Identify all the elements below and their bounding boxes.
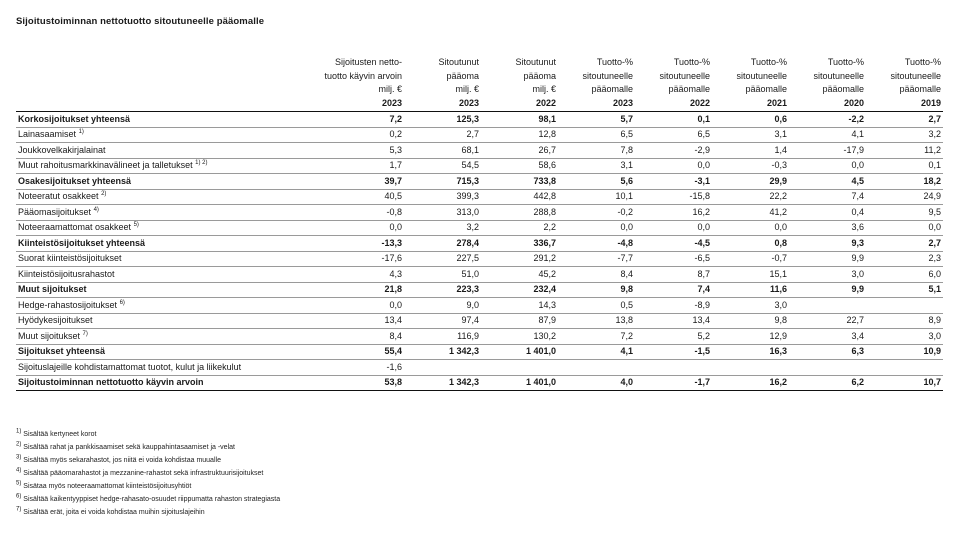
column-header-line: tuotto käyvin arvoin: [324, 70, 402, 81]
row-label: Sijoitukset yhteensä: [18, 346, 106, 357]
value-cell: 3,1: [712, 127, 789, 143]
value-cell: 16,3: [712, 344, 789, 360]
table-row: [16, 267, 943, 283]
footnote-text: Sisältää rahat ja pankkisaamiset sekä kauppahintasaamiset ja -velat: [23, 444, 235, 451]
column-header: [558, 46, 635, 112]
value-cell: 9,8: [558, 282, 635, 298]
value-cell: 9,8: [712, 313, 789, 329]
value-cell: -0,2: [558, 205, 635, 221]
footnote: [16, 480, 280, 493]
value-cell: -2,9: [635, 143, 712, 159]
value-cell: 18,2: [866, 174, 943, 190]
value-cell: 278,4: [404, 236, 481, 252]
value-cell: 0,2: [294, 127, 404, 143]
value-cell: 11,2: [866, 143, 943, 159]
value-cell: 13,4: [294, 313, 404, 329]
value-cell: 336,7: [481, 236, 558, 252]
footnote-text: Sisältää pääomarahastot ja mezzanine-rahastot sekä infrastruktuurisijoitukset: [23, 470, 264, 477]
row-label-cell: [16, 112, 294, 128]
row-label-cell: [16, 220, 294, 236]
row-label-cell: [16, 282, 294, 298]
column-header: [481, 46, 558, 112]
value-cell: -7,7: [558, 251, 635, 267]
footnote-text: Sisältää erät, joita ei voida kohdistaa muihin sijoituslajeihin: [23, 509, 205, 516]
value-cell: -1,7: [635, 375, 712, 391]
value-cell: 9,9: [789, 251, 866, 267]
footnote: [16, 467, 280, 480]
value-cell: 715,3: [404, 174, 481, 190]
table-row: [16, 360, 943, 376]
row-label-cell: [16, 360, 294, 376]
footnote-ref: 4): [93, 206, 99, 213]
value-cell: 21,8: [294, 282, 404, 298]
footnote-text: Sisätaa myös noteeraamattomat kiinteistösijoitusyhtiöt: [23, 483, 192, 490]
value-cell: 51,0: [404, 267, 481, 283]
value-cell: [866, 360, 943, 376]
column-header-year: 2022: [535, 97, 556, 108]
row-label: Muut rahoitusmarkkinavälineet ja talletukset: [18, 160, 193, 171]
row-label: Osakesijoitukset yhteensä: [18, 175, 132, 186]
value-cell: 0,0: [558, 220, 635, 236]
value-cell: 4,3: [294, 267, 404, 283]
value-cell: -4,5: [635, 236, 712, 252]
footnote: [16, 441, 280, 454]
value-cell: 3,6: [789, 220, 866, 236]
value-cell: 130,2: [481, 329, 558, 345]
column-header: [712, 46, 789, 112]
row-label: Muut sijoitukset: [18, 330, 81, 341]
value-cell: [404, 360, 481, 376]
value-cell: 29,9: [712, 174, 789, 190]
value-cell: 6,3: [789, 344, 866, 360]
row-label-cell: [16, 174, 294, 190]
row-label-cell: [16, 329, 294, 345]
value-cell: 3,0: [866, 329, 943, 345]
value-cell: 14,3: [481, 298, 558, 314]
value-cell: 3,4: [789, 329, 866, 345]
value-cell: 4,1: [558, 344, 635, 360]
table-row: [16, 220, 943, 236]
value-cell: 2,2: [481, 220, 558, 236]
value-cell: -0,8: [294, 205, 404, 221]
value-cell: 68,1: [404, 143, 481, 159]
value-cell: 87,9: [481, 313, 558, 329]
column-header-line: milj. €: [455, 84, 479, 94]
value-cell: 8,4: [558, 267, 635, 283]
value-cell: [789, 298, 866, 314]
row-label: Korkosijoitukset yhteensä: [18, 113, 131, 124]
column-header-line: pääomalle: [668, 84, 710, 94]
column-header-line: Sitoutunut: [515, 57, 556, 67]
value-cell: 5,2: [635, 329, 712, 345]
value-cell: 12,9: [712, 329, 789, 345]
value-cell: 0,0: [294, 220, 404, 236]
value-cell: 12,8: [481, 127, 558, 143]
row-label: Suorat kiinteistösijoitukset: [18, 253, 122, 264]
value-cell: -17,9: [789, 143, 866, 159]
value-cell: 0,0: [866, 220, 943, 236]
footnote: [16, 493, 280, 506]
table-row: [16, 298, 943, 314]
row-label: Muut sijoitukset: [18, 284, 87, 295]
value-cell: 4,1: [789, 127, 866, 143]
column-header-year: 2023: [458, 97, 479, 108]
footnote-ref: 1): [78, 129, 84, 136]
column-header-line: Tuotto-%: [673, 57, 710, 67]
value-cell: 0,0: [712, 220, 789, 236]
value-cell: 10,7: [866, 375, 943, 391]
value-cell: 0,6: [712, 112, 789, 128]
value-cell: 0,0: [789, 158, 866, 174]
column-header-line: Tuotto-%: [750, 57, 787, 67]
value-cell: 125,3: [404, 112, 481, 128]
value-cell: 3,0: [712, 298, 789, 314]
value-cell: 227,5: [404, 251, 481, 267]
value-cell: 3,2: [866, 127, 943, 143]
value-cell: 97,4: [404, 313, 481, 329]
table-row: [16, 143, 943, 159]
column-header-line: pääomalle: [745, 84, 787, 94]
value-cell: 58,6: [481, 158, 558, 174]
row-label-cell: [16, 298, 294, 314]
table-body: [16, 112, 943, 391]
column-header-line: pääomalle: [591, 84, 633, 94]
value-cell: 7,2: [294, 112, 404, 128]
value-cell: 733,8: [481, 174, 558, 190]
value-cell: -13,3: [294, 236, 404, 252]
value-cell: 0,1: [866, 158, 943, 174]
column-header-line: milj. €: [378, 84, 402, 94]
value-cell: -1,6: [294, 360, 404, 376]
value-cell: 1 401,0: [481, 344, 558, 360]
value-cell: -1,5: [635, 344, 712, 360]
footnote-mark: 1): [16, 428, 22, 435]
value-cell: 3,1: [558, 158, 635, 174]
value-cell: 0,4: [789, 205, 866, 221]
value-cell: 26,7: [481, 143, 558, 159]
row-label-cell: [16, 205, 294, 221]
footnote-ref: 5): [133, 222, 139, 229]
value-cell: [789, 360, 866, 376]
table-row: [16, 158, 943, 174]
value-cell: -15,8: [635, 189, 712, 205]
footnote-mark: 2): [16, 441, 22, 448]
row-label-cell: [16, 189, 294, 205]
footnote-mark: 3): [16, 454, 22, 461]
row-label: Noteeraamattomat osakkeet: [18, 222, 132, 233]
page-title: Sijoitustoiminnan nettotuotto sitoutuneelle pääomalle: [16, 16, 265, 27]
header-blank: [16, 46, 294, 112]
value-cell: 7,2: [558, 329, 635, 345]
value-cell: 3,0: [789, 267, 866, 283]
row-label: Kiinteistösijoitusrahastot: [18, 268, 115, 279]
value-cell: 9,9: [789, 282, 866, 298]
column-header-line: pääomalle: [899, 84, 941, 94]
value-cell: -8,9: [635, 298, 712, 314]
value-cell: 8,4: [294, 329, 404, 345]
row-label: Lainasaamiset: [18, 129, 77, 140]
value-cell: 16,2: [635, 205, 712, 221]
value-cell: 9,3: [789, 236, 866, 252]
value-cell: 399,3: [404, 189, 481, 205]
column-header-line: Tuotto-%: [596, 57, 633, 67]
value-cell: 6,2: [789, 375, 866, 391]
column-header: [789, 46, 866, 112]
column-header-line: sitoutuneelle: [582, 70, 633, 81]
value-cell: -0,3: [712, 158, 789, 174]
column-header-line: Sitoutunut: [438, 57, 479, 67]
table-row: [16, 236, 943, 252]
column-header-line: pääoma: [523, 70, 556, 81]
table-row: [16, 313, 943, 329]
value-cell: 22,2: [712, 189, 789, 205]
value-cell: 1 342,3: [404, 375, 481, 391]
table-row: [16, 282, 943, 298]
footnote-text: Sisältää kertyneet korot: [23, 431, 97, 438]
value-cell: 313,0: [404, 205, 481, 221]
footnote-text: Sisältää kaikentyyppiset hedge-rahasato-osuudet riippumatta rahaston strategiasta: [23, 496, 281, 503]
column-header-year: 2023: [612, 97, 633, 108]
value-cell: 442,8: [481, 189, 558, 205]
footnote-ref: 6): [119, 299, 125, 306]
column-header-line: sitoutuneelle: [890, 70, 941, 81]
row-label-cell: [16, 251, 294, 267]
value-cell: 2,7: [866, 112, 943, 128]
table-row: [16, 127, 943, 143]
value-cell: 4,5: [789, 174, 866, 190]
value-cell: 5,7: [558, 112, 635, 128]
footnote-text: Sisältää myös sekarahastot, jos niitä ei voida kohdistaa muualle: [23, 457, 221, 464]
value-cell: 40,5: [294, 189, 404, 205]
row-label-cell: [16, 143, 294, 159]
value-cell: -17,6: [294, 251, 404, 267]
value-cell: 291,2: [481, 251, 558, 267]
column-header-line: Sijoitusten netto-: [334, 57, 402, 67]
value-cell: [481, 360, 558, 376]
value-cell: 3,2: [404, 220, 481, 236]
value-cell: 0,0: [635, 220, 712, 236]
row-label-cell: [16, 313, 294, 329]
column-header-line: Tuotto-%: [827, 57, 864, 67]
value-cell: 1,7: [294, 158, 404, 174]
footnote: [16, 454, 280, 467]
value-cell: 8,9: [866, 313, 943, 329]
value-cell: 55,4: [294, 344, 404, 360]
footnote: [16, 506, 280, 519]
table-row: [16, 189, 943, 205]
value-cell: -0,7: [712, 251, 789, 267]
row-label-cell: [16, 267, 294, 283]
value-cell: -3,1: [635, 174, 712, 190]
column-header-line: Tuotto-%: [904, 57, 941, 67]
value-cell: 1 401,0: [481, 375, 558, 391]
value-cell: 7,4: [789, 189, 866, 205]
value-cell: 9,5: [866, 205, 943, 221]
value-cell: 223,3: [404, 282, 481, 298]
value-cell: 9,0: [404, 298, 481, 314]
column-header: [404, 46, 481, 112]
value-cell: 11,6: [712, 282, 789, 298]
row-label-cell: [16, 158, 294, 174]
column-header-line: sitoutuneelle: [659, 70, 710, 81]
value-cell: 24,9: [866, 189, 943, 205]
table-header-row: [16, 46, 943, 112]
value-cell: 0,8: [712, 236, 789, 252]
value-cell: [866, 298, 943, 314]
value-cell: [558, 360, 635, 376]
value-cell: 54,5: [404, 158, 481, 174]
footnote-ref: 1) 2): [195, 160, 208, 167]
table-row: [16, 375, 943, 391]
column-header: [635, 46, 712, 112]
column-header-line: pääoma: [446, 70, 479, 81]
row-label-cell: [16, 236, 294, 252]
footnote-ref: 7): [82, 330, 88, 337]
row-label: Pääomasijoitukset: [18, 206, 92, 217]
value-cell: 98,1: [481, 112, 558, 128]
value-cell: 6,0: [866, 267, 943, 283]
column-header-year: 2022: [689, 97, 710, 108]
row-label: Sijoituslajeille kohdistamattomat tuotot, kulut ja liikekulut: [18, 361, 242, 372]
column-header-year: 2021: [766, 97, 787, 108]
value-cell: 1,4: [712, 143, 789, 159]
row-label: Joukkovelkakirjalainat: [18, 144, 106, 155]
value-cell: 2,3: [866, 251, 943, 267]
value-cell: 6,5: [635, 127, 712, 143]
value-cell: -4,8: [558, 236, 635, 252]
table-row: [16, 329, 943, 345]
row-label: Kiinteistösijoitukset yhteensä: [18, 237, 146, 248]
value-cell: 2,7: [866, 236, 943, 252]
value-cell: 1 342,3: [404, 344, 481, 360]
value-cell: 15,1: [712, 267, 789, 283]
footnote-ref: 2): [101, 191, 107, 198]
table-row: [16, 174, 943, 190]
value-cell: 13,8: [558, 313, 635, 329]
value-cell: 0,5: [558, 298, 635, 314]
row-label: Hyödykesijoitukset: [18, 315, 93, 326]
value-cell: 6,5: [558, 127, 635, 143]
value-cell: 0,1: [635, 112, 712, 128]
value-cell: 45,2: [481, 267, 558, 283]
row-label-cell: [16, 344, 294, 360]
column-header-line: sitoutuneelle: [736, 70, 787, 81]
footnotes: [16, 428, 280, 519]
column-header: [294, 46, 404, 112]
row-label: Noteeratut osakkeet: [18, 191, 99, 202]
table-row: [16, 205, 943, 221]
column-header: [866, 46, 943, 112]
value-cell: [712, 360, 789, 376]
row-label-cell: [16, 127, 294, 143]
column-header-year: 2020: [843, 97, 864, 108]
value-cell: 16,2: [712, 375, 789, 391]
row-label: Hedge-rahastosijoitukset: [18, 299, 118, 310]
table-row: [16, 251, 943, 267]
row-label: Sijoitustoiminnan nettotuotto käyvin arvoin: [18, 377, 204, 388]
value-cell: 288,8: [481, 205, 558, 221]
value-cell: 5,6: [558, 174, 635, 190]
value-cell: 5,1: [866, 282, 943, 298]
value-cell: 53,8: [294, 375, 404, 391]
value-cell: 232,4: [481, 282, 558, 298]
value-cell: 116,9: [404, 329, 481, 345]
value-cell: 5,3: [294, 143, 404, 159]
value-cell: 10,1: [558, 189, 635, 205]
column-header-year: 2019: [920, 97, 941, 108]
value-cell: 41,2: [712, 205, 789, 221]
footnote-mark: 6): [16, 493, 22, 500]
column-header-year: 2023: [381, 97, 402, 108]
returns-table: [16, 46, 943, 391]
footnote: [16, 428, 280, 441]
column-header-line: milj. €: [532, 84, 556, 94]
value-cell: 10,9: [866, 344, 943, 360]
value-cell: 13,4: [635, 313, 712, 329]
row-label-cell: [16, 375, 294, 391]
table-row: [16, 344, 943, 360]
value-cell: [635, 360, 712, 376]
value-cell: 2,7: [404, 127, 481, 143]
footnote-mark: 7): [16, 506, 22, 513]
value-cell: 0,0: [294, 298, 404, 314]
value-cell: -6,5: [635, 251, 712, 267]
column-header-line: sitoutuneelle: [813, 70, 864, 81]
value-cell: 4,0: [558, 375, 635, 391]
table-row: [16, 112, 943, 128]
value-cell: 22,7: [789, 313, 866, 329]
value-cell: 7,8: [558, 143, 635, 159]
footnote-mark: 5): [16, 480, 22, 487]
value-cell: 39,7: [294, 174, 404, 190]
footnote-mark: 4): [16, 467, 22, 474]
value-cell: 0,0: [635, 158, 712, 174]
value-cell: 8,7: [635, 267, 712, 283]
value-cell: 7,4: [635, 282, 712, 298]
column-header-line: pääomalle: [822, 84, 864, 94]
value-cell: -2,2: [789, 112, 866, 128]
